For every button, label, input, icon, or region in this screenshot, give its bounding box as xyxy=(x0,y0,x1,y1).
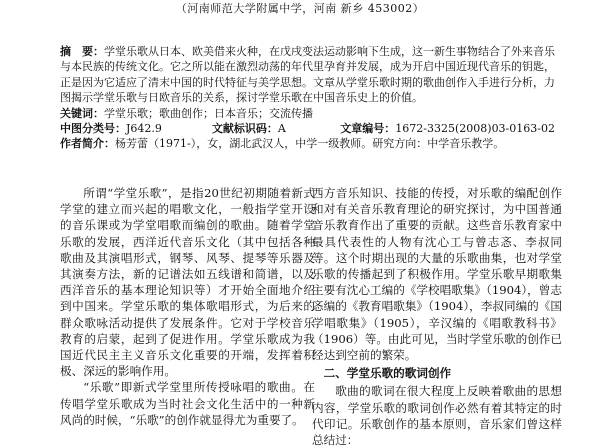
body-paragraph: “乐歌”即新式学堂里所传授咏唱的歌曲。在传唱学堂乐歌成为当时社会文化生活中的一种新风尚的时候，“乐歌”的创作就显得尤为重要了。 xyxy=(60,380,315,427)
author-affiliation: （河南师范大学附属中学，河南 新乡 453002） xyxy=(175,2,425,15)
classification-row xyxy=(60,121,555,136)
clc-value: J642.9 xyxy=(126,122,162,136)
doc-code-value: A xyxy=(277,122,286,136)
section-heading: 二、学堂乐歌的歌词创作 xyxy=(323,366,452,381)
body-paragraph: 歌曲的歌词在很大程度上反映着歌曲的思想内容，学堂乐歌的歌词创作必然有着其特定的时代印记。乐歌创作的基本原则，音乐家们曾这样总结过： xyxy=(312,384,562,448)
article-number-value: 1672-3325(2008)03-0163-02 xyxy=(395,122,555,136)
author-bio-label: 作者简介： xyxy=(60,137,115,151)
abstract-label: 摘 要： xyxy=(60,45,104,58)
keywords xyxy=(60,106,555,121)
doc-code-label: 文献标识码： xyxy=(211,122,278,136)
abstract xyxy=(60,44,555,106)
abstract-block xyxy=(60,44,555,152)
author-bio-text: 杨芳蕾（1971-），女，湖北武汉人，中学一级教师。研究方向：中学音乐教学。 xyxy=(115,137,505,151)
clc-label: 中图分类号： xyxy=(60,122,126,136)
body-paragraph: 所谓“学堂乐歌”，是指20世纪初期随着新式学堂的建立而兴起的唱歌文化，一般指学堂开设的音乐课或为学堂唱歌而编创的歌曲。随着学堂乐歌的发展，西洋近代音乐文化（其中包括各种歌曲及其演唱形式，钢琴、风琴、提琴等乐器及其演奏方法，新的记谱法如五线谱和简谱，以及西洋音乐的基本理论知识等）才开始全面地介绍到中国来。学堂乐歌的集体歌唱形式，为后来的群众歌咏活动提供了发展条件。它对于学校音乐教育的启蒙，起到了促进作用。学堂乐歌成为我国近代民主主义音乐文化重要的开端，发挥着积极、深远的影响作用。 xyxy=(60,186,315,379)
body-paragraph: 西方音乐知识、技能的传授，对乐歌的编配创作和对有关音乐教育理论的研究探讨，为中国普通音乐教育作出了重要的贡献。这些音乐教育家中最具代表性的人物有沈心工与曾志忞、李叔同等。这个时期出现的大量的乐歌曲集，也对学堂乐歌的传播起到了积极作用。学堂乐歌早期歌集主要有沈心工编的《学校唱歌集》（1904），曾志忞编的《教育唱歌集》（1904），李叔同编的《国学唱歌集》（1905），辛汉编的《唱歌教科书》（1906）等。由此可见，当时学堂乐歌的创作已经达到空前的繁荣。 xyxy=(312,186,562,363)
right-column xyxy=(312,185,562,448)
abstract-text: 学堂乐歌从日本、欧美借来火种，在戊戌变法运动影响下生成，这一新生事物结合了外来音乐与本民族的传统文化。它之所以能在激烈动荡的年代里孕育并发展，成为开启中国近现代音乐的钥匙，正是因为它适应了清末中国的时代特征与美学思想。文章从学堂乐歌时期的歌曲创作入手进行分析，力图揭示学堂乐歌与日欧音乐的关系，探讨学堂乐歌在中国音乐史上的价值。 xyxy=(60,45,555,105)
keywords-text: 学堂乐歌；歌曲创作；日本音乐；交流传播 xyxy=(104,106,313,120)
left-column xyxy=(60,185,315,428)
article-number-label: 文章编号： xyxy=(340,122,396,136)
author-bio xyxy=(60,136,555,151)
keywords-label: 关键词： xyxy=(60,106,104,120)
